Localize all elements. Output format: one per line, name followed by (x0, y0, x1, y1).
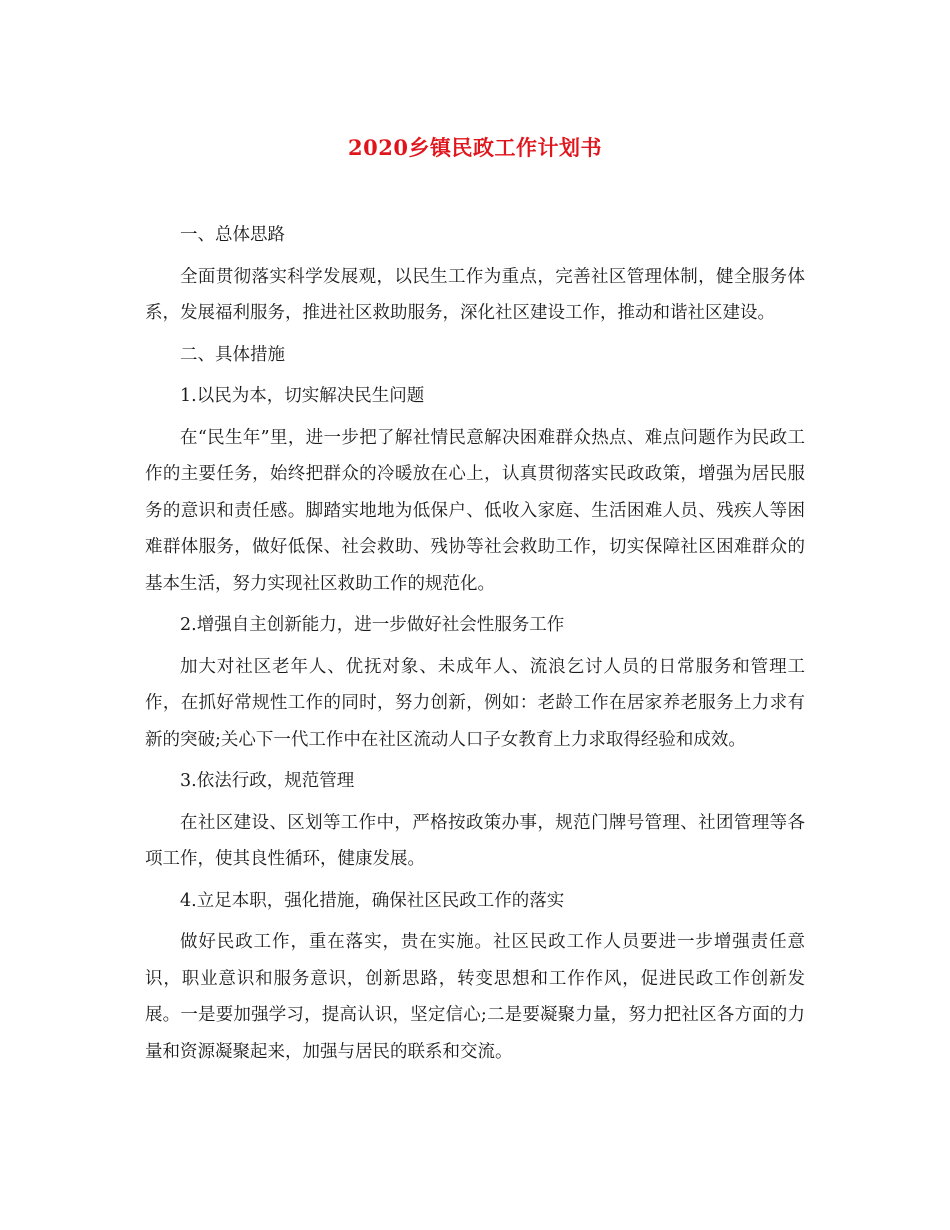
body-paragraph: 全面贯彻落实科学发展观，以民生工作为重点，完善社区管理体制，健全服务体系，发展福利服务，推进社区救助服务，深化社区建设工作，推动和谐社区建设。 (145, 266, 805, 323)
subsection-heading: 1.以民为本，切实解决民生问题 (180, 386, 425, 406)
subsection-heading: 3.依法行政，规范管理 (180, 771, 355, 791)
body-paragraph: 在社区建设、区划等工作中，严格按政策办事，规范门牌号管理、社团管理等各项工作，使其良性循环，健康发展。 (145, 812, 805, 869)
body-paragraph: 做好民政工作，重在落实，贵在实施。社区民政工作人员要进一步增强责任意识，职业意识和服务意识，创新思路，转变思想和工作作风，促进民政工作创新发展。一是要加强学习，提高认识，坚定信心;二是要凝聚力量，努力把社区各方面的力量和资源凝聚起来，加强与居民的联系和交流。 (145, 932, 805, 1062)
document-body (145, 217, 805, 1075)
section-heading: 一、总体思路 (180, 225, 285, 245)
subsection-heading: 2.增强自主创新能力，进一步做好社会性服务工作 (180, 615, 565, 635)
subsection-heading: 4.立足本职，强化措施，确保社区民政工作的落实 (180, 890, 565, 911)
document-title: 2020乡镇民政工作计划书 (348, 135, 602, 160)
section-heading: 二、具体措施 (180, 344, 285, 365)
body-paragraph: 加大对社区老年人、优抚对象、未成年人、流浪乞讨人员的日常服务和管理工作，在抓好常规性工作的同时，努力创新，例如：老龄工作在居家养老服务上力求有新的突破;关心下一代工作中在社区流动人口子女教育上力求取得经验和成效。 (145, 656, 805, 750)
body-paragraph: 在“民生年”里，进一步把了解社情民意解决困难群众热点、难点问题作为民政工作的主要任务，始终把群众的冷暖放在心上，认真贯彻落实民政政策，增强为居民服务的意识和责任感。脚踏实地地为低保户、低收入家庭、生活困难人员、残疾人等困难群体服务，做好低保、社会救助、残协等社会救助工作，切实保障社区困难群众的基本生活，努力实现社区救助工作的规范化。 (145, 427, 805, 594)
